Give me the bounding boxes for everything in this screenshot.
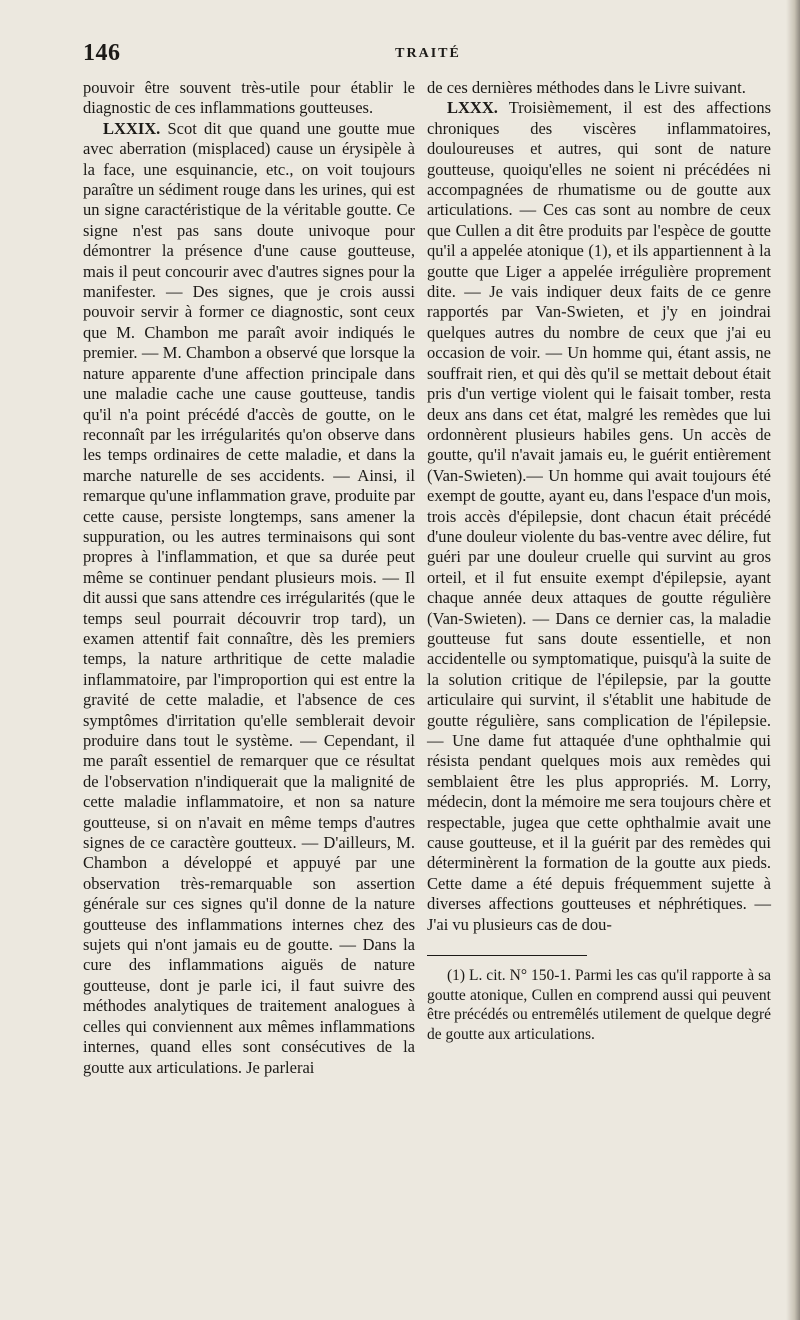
paragraph-text: Troisièmement, il est des affections chroniques des viscères inflammatoires, douloureuses et autres, qui sont de nature goutteuse, quoiqu'elles ne soient ni précédées ni accompagnées de rhumatisme ou de goutte aux articulations. — Ces cas sont au nombre de ceux que Cullen a dit être produits par l'espèce de goutte qu'il a appelée atonique (1), et ils appartiennent à la goutte que Liger a appelée irrégulière proprement dite. — Je vais indiquer deux faits de ce genre rapportés par Van-Swieten, et j'y en joindrai quelques autres du nombre de ceux que j'ai eu occasion de voir. — Un homme qui, étant assis, ne souffrait rien, et qui dès qu'il se mettait debout était pris d'un vertige violent qui le faisait tomber, resta deux ans dans cet état, malgré les remèdes que lui ordonnèrent plusieurs habiles gens. Un accès de goutte, qu'il n'avait jamais eu, le guérit entièrement (Van-Swieten).— Un homme qui avait toujours été exempt de goutte, ayant eu, dans l'espace d'un mois, trois accès d'épilepsie, dont chacun était précédé d'une douleur violente du bas-ventre avec délire, fut guéri par une douleur cruelle qui survint au gros orteil, et il fut ensuite exempt d'épilepsie, ayant chaque année deux attaques de goutte régulière (Van-Swieten). — Dans ce dernier cas, la maladie goutteuse fut sans doute essentielle, et non accidentelle ou symptomatique, puisqu'à la suite de la solution critique de l'épilepsie, par la goutte articulaire qui survint, il s'établit une habitude de goutte régulière, sans complication de l'épilepsie. — Une dame fut attaquée d'une ophthalmie qui résista pendant quelques mois aux remèdes qui semblaient être les plus appropriés. M. Lorry, médecin, dont la mémoire me sera toujours chère et respectable, jugea que cette ophthalmie avait une cause goutteuse, et il la guérit par des remèdes qui déterminèrent la formation de la goutte aux pieds. Cette dame a été depuis fréquemment sujette à diverses affections goutteuses et néphrétiques. — J'ai vu plusieurs cas de dou- xyxy=(427,98,771,934)
page-number: 146 xyxy=(83,40,121,66)
footnote xyxy=(427,966,771,1044)
running-title: TRAITÉ xyxy=(395,46,461,61)
footnote-rule xyxy=(427,955,587,956)
paragraph-text: Scot dit que quand une goutte mue avec aberration (misplaced) cause un érysipèle à la face, une esquinancie, etc., on voit toujours paraître un sédiment rouge dans les urines, qui est un signe caractéristique de la véritable goutte. Ce signe n'est pas sans doute univoque pour démontrer la présence d'une cause goutteuse, mais il peut concourir avec d'autres signes pour la manifester. — Des signes, que je crois aussi pouvoir servir à former ce diagnostic, sont ceux que M. Chambon me paraît avoir indiqués le premier. — M. Chambon a observé que lorsque la nature apparente d'une affection principale dans une maladie cache une cause goutteuse, tandis qu'il n'a point précédé d'accès de goutte, on le reconnaît par les irrégularités qu'on observe dans les temps ordinaires de cette maladie, et dans la marche naturelle de ses accidents. — Ainsi, il remarque qu'une inflammation grave, produite par cette cause, persiste longtemps, sans amener la suppuration, ou les autres terminaisons qui sont propres à l'inflammation, et que sa durée peut même se continuer pendant plusieurs mois. — Il dit aussi que sans attendre ces irrégularités (que le temps seul pourrait découvrir trop tard), un examen attentif fait connaître, dès les premiers temps, la nature arthritique de cette maladie inflammatoire, par l'improportion qui est entre la gravité de cette maladie, et l'absence de ces symptômes d'irritation qu'elle semblerait devoir produire dans tout le système. — Cependant, il me paraît essentiel de remarquer que ce résultat de l'observation n'indiquerait que la malignité de cette maladie inflammatoire, et non sa nature goutteuse, si on n'avait en même temps d'autres signes de ce caractère goutteux. — D'ailleurs, M. Chambon a développé et appuyé par une observation très-remarquable son assertion générale sur ces signes qu'il donne de la nature goutteuse des inflammations internes chez des sujets qui n'ont jamais eu de goutte. — Dans la cure des inflammations aiguës de nature goutteuse, dont je parle ici, il faut suivre des méthodes analytiques de traitement analogues à celles qui conviennent aux mêmes inflammations internes, quand elles sont consécutives de la goutte aux articulations. Je parlerai xyxy=(83,118,415,1077)
footnote-text: (1) L. cit. N° 150-1. Parmi les cas qu'il rapporte à sa goutte atonique, Cullen en comprend aussi qui peuvent être précédés ou entremêlés utilement de quelque degré de goutte aux articulations. xyxy=(427,967,771,1043)
paragraph-continuation: de ces dernières méthodes dans le Livre suivant. xyxy=(427,78,746,97)
paragraph-lxxx xyxy=(427,98,771,935)
right-column xyxy=(427,78,771,1278)
left-column xyxy=(83,78,415,1278)
paragraph-number: LXXIX. xyxy=(103,118,161,138)
paragraph-lxxix xyxy=(83,119,415,1078)
page-header xyxy=(83,40,773,70)
paragraph-number: LXXX. xyxy=(447,98,498,118)
paragraph-continuation: pouvoir être souvent très-utile pour établir le diagnostic de ces inflammations goutteuses. xyxy=(83,78,415,118)
page-edge xyxy=(786,0,800,1320)
